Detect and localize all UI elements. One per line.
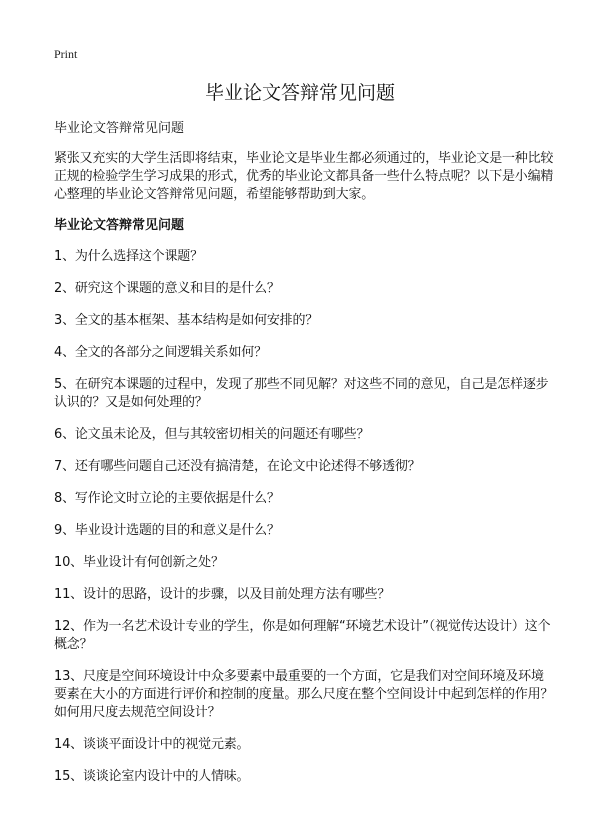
page-title: 毕业论文答辩常见问题 [204, 82, 395, 104]
question-list [54, 248, 554, 800]
question-item: 3、全文的基本框架、基本结构是如何安排的？ [54, 313, 319, 328]
subtitle: 毕业论文答辩常见问题 [54, 121, 185, 136]
question-item: 12、作为一名艺术设计专业的学生，你是如何理解“环境艺术设计”（视觉传达设计）这个概念？ [54, 619, 551, 652]
question-item: 15、谈谈论室内设计中的人情味。 [54, 769, 250, 784]
section-heading: 毕业论文答辩常见问题 [54, 218, 185, 233]
question-item: 6、论文虽未论及，但与其较密切相关的问题还有哪些？ [54, 427, 370, 442]
question-item: 4、全文的各部分之间逻辑关系如何？ [54, 345, 267, 360]
question-item: 8、写作论文时立论的主要依据是什么？ [54, 491, 280, 506]
question-item: 7、还有哪些问题自己还没有搞清楚，在论文中论述得不够透彻？ [54, 459, 421, 474]
question-item: 1、为什么选择这个课题？ [54, 249, 203, 264]
question-item: 2、研究这个课题的意义和目的是什么？ [54, 281, 280, 296]
question-item: 5、在研究本课题的过程中，发现了那些不同见解？对这些不同的意见，自己是怎样逐步认识的？又是如何处理的？ [54, 377, 549, 410]
question-item: 11、设计的思路，设计的步骤，以及目前处理方法有哪些？ [54, 587, 391, 602]
question-item: 13、尺度是空间环境设计中众多要素中最重要的一个方面，它是我们对空间环境及环境要素在大小的方面进行评价和控制的度量。那么尺度在整个空间设计中起到怎样的作用？如何用尺度去规范空间设计？ [54, 669, 554, 720]
question-item: 14、谈谈平面设计中的视觉元素。 [54, 737, 250, 752]
question-item: 10、毕业设计有何创新之处？ [54, 555, 224, 570]
intro-paragraph: 紧张又充实的大学生活即将结束，毕业论文是毕业生都必须通过的，毕业论文是一种比较正规的检验学生学习成果的形式，优秀的毕业论文都具备一些什么特点呢？以下是小编精心整理的毕业论文答辩常见问题，希望能够帮助到大家。 [54, 151, 554, 202]
question-item: 9、毕业设计选题的目的和意义是什么？ [54, 523, 280, 538]
print-link[interactable]: Print [54, 47, 78, 61]
